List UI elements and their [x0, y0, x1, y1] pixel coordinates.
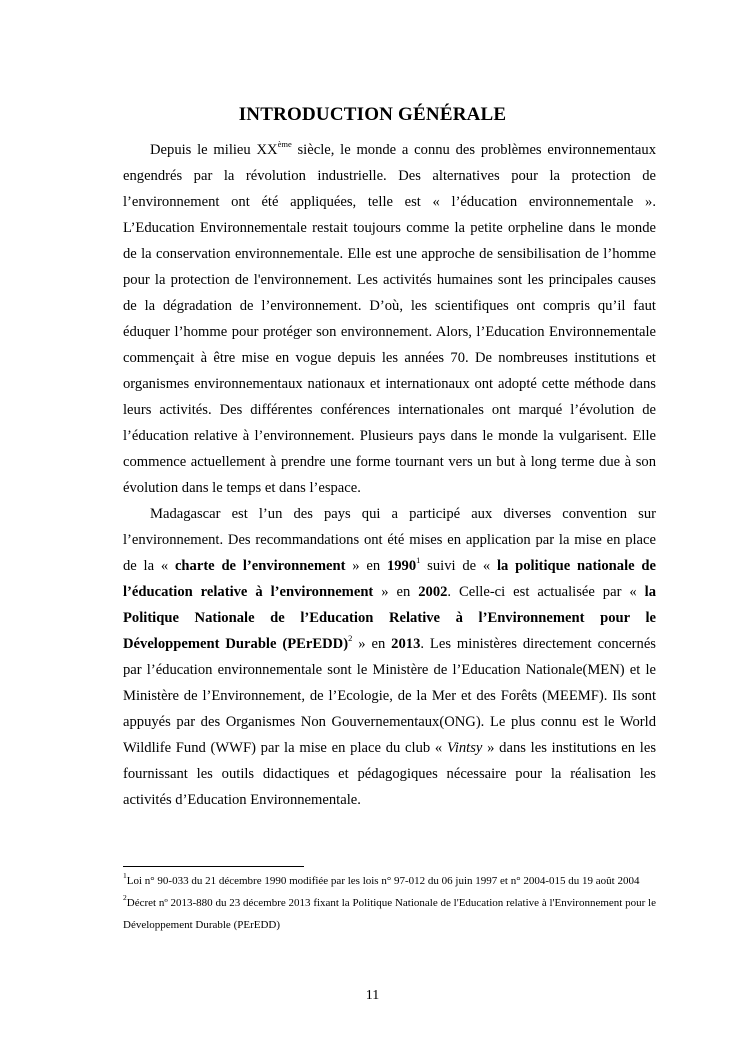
- footnote-separator: [123, 866, 304, 867]
- pereDD-policy-name: la Politique Nationale de l’Education Relative à l’Environnement pour le Développement Durable (PErEDD): [123, 584, 656, 652]
- footnotes: [123, 870, 656, 936]
- year-2002: 2002: [418, 584, 448, 600]
- footnote-ref-2: 2: [348, 633, 353, 644]
- page-title: INTRODUCTION GÉNÉRALE: [238, 104, 507, 125]
- footnote-2: [123, 892, 656, 936]
- p2-text-4: » en: [373, 584, 419, 600]
- p2-text-8: » dans les institutions en les fournissant les outils didactiques et pédagogiques nécessaire pour la réalisation les activités d’Education Environnementale.: [123, 740, 657, 808]
- p2-text-7: . Les ministères directement concernés par l’éducation environnementale sont le Ministère de l’Education Nationale(MEN) et le Ministère de l’Environnement, de l’Ecologie, de la Mer et des Forêts (MEEMF). Ils sont appuyés par des Organismes Non Gouvernementaux(ONG). Le plus connu est le World Wildlife Fund (WWF) par la mise en place du club «: [123, 636, 656, 756]
- charter-name: charte de l’environnement: [174, 558, 346, 574]
- paragraph-2: [123, 501, 656, 813]
- p1-text-b: siècle, le monde a connu des problèmes environnementaux engendrés par la révolution industrielle. Des alternatives pour la protection de l’environnement ont été appliquées, telle est « l’éducation environnementale ». L’Education Environnementale restait toujours comme la petite orpheline dans le monde de la conservation environnementale. Elle est une approche de sensibilisation de l’homme pour la protection de l'environnement. Les activités humaines sont les principales causes de la dégradation de l’environnement. D’où, les scientifiques ont compris qu’il faut éduquer l’homme pour protéger son environnement. Alors, l’Education Environnementale commençait à être mise en vogue depuis les années 70. De nombreuses institutions et organismes environnementaux nationaux et internationaux ont adopté cette méthode dans leurs activités. Des différentes conférences internationales ont marqué l’évolution de l’éducation relative à l’environnement. Plusieurs pays dans le monde la vulgarisent. Elle commence actuellement à prendre une forme tournant vers un but à long terme due à son évolution dans le temps et dans l’espace.: [123, 142, 656, 496]
- footnote-ref-1: 1: [416, 555, 421, 566]
- footnote-mark: 1: [123, 871, 127, 881]
- p2-text-1: Madagascar est l’un des pays qui a participé aux diverses convention sur l’environnement. Des recommandations ont été mises en application par la mise en place de la «: [123, 506, 656, 574]
- page-number: 11: [365, 988, 380, 1003]
- footnote-text: Loi n° 90-033 du 21 décembre 1990 modifiée par les lois n° 97-012 du 06 juin 1997 et n° 2004-015 du 19 août 2004: [126, 875, 640, 887]
- club-name: Vintsy: [446, 740, 483, 756]
- footnote-mark: 2: [123, 893, 127, 903]
- p1-text-a: Depuis le milieu XX: [150, 142, 278, 158]
- p2-text-2: » en: [345, 558, 387, 574]
- footnote-text: Décret nº 2013-880 du 23 décembre 2013 fixant la Politique Nationale de l'Education relative à l'Environnement pour le Développement Durable (PErEDD): [123, 897, 656, 931]
- p1-superscript: ème: [277, 139, 292, 150]
- body-text: [123, 137, 656, 813]
- p2-text-3: suivi de «: [420, 558, 497, 574]
- year-1990: 1990: [386, 558, 417, 574]
- paragraph-1: [123, 137, 656, 501]
- footnote-1: [123, 870, 656, 892]
- p2-text-6: » en: [352, 636, 392, 652]
- national-policy-name: la politique nationale de l’éducation relative à l’environnement: [123, 558, 656, 600]
- year-2013: 2013: [391, 636, 421, 652]
- p2-text-5: . Celle-ci est actualisée par «: [447, 584, 645, 600]
